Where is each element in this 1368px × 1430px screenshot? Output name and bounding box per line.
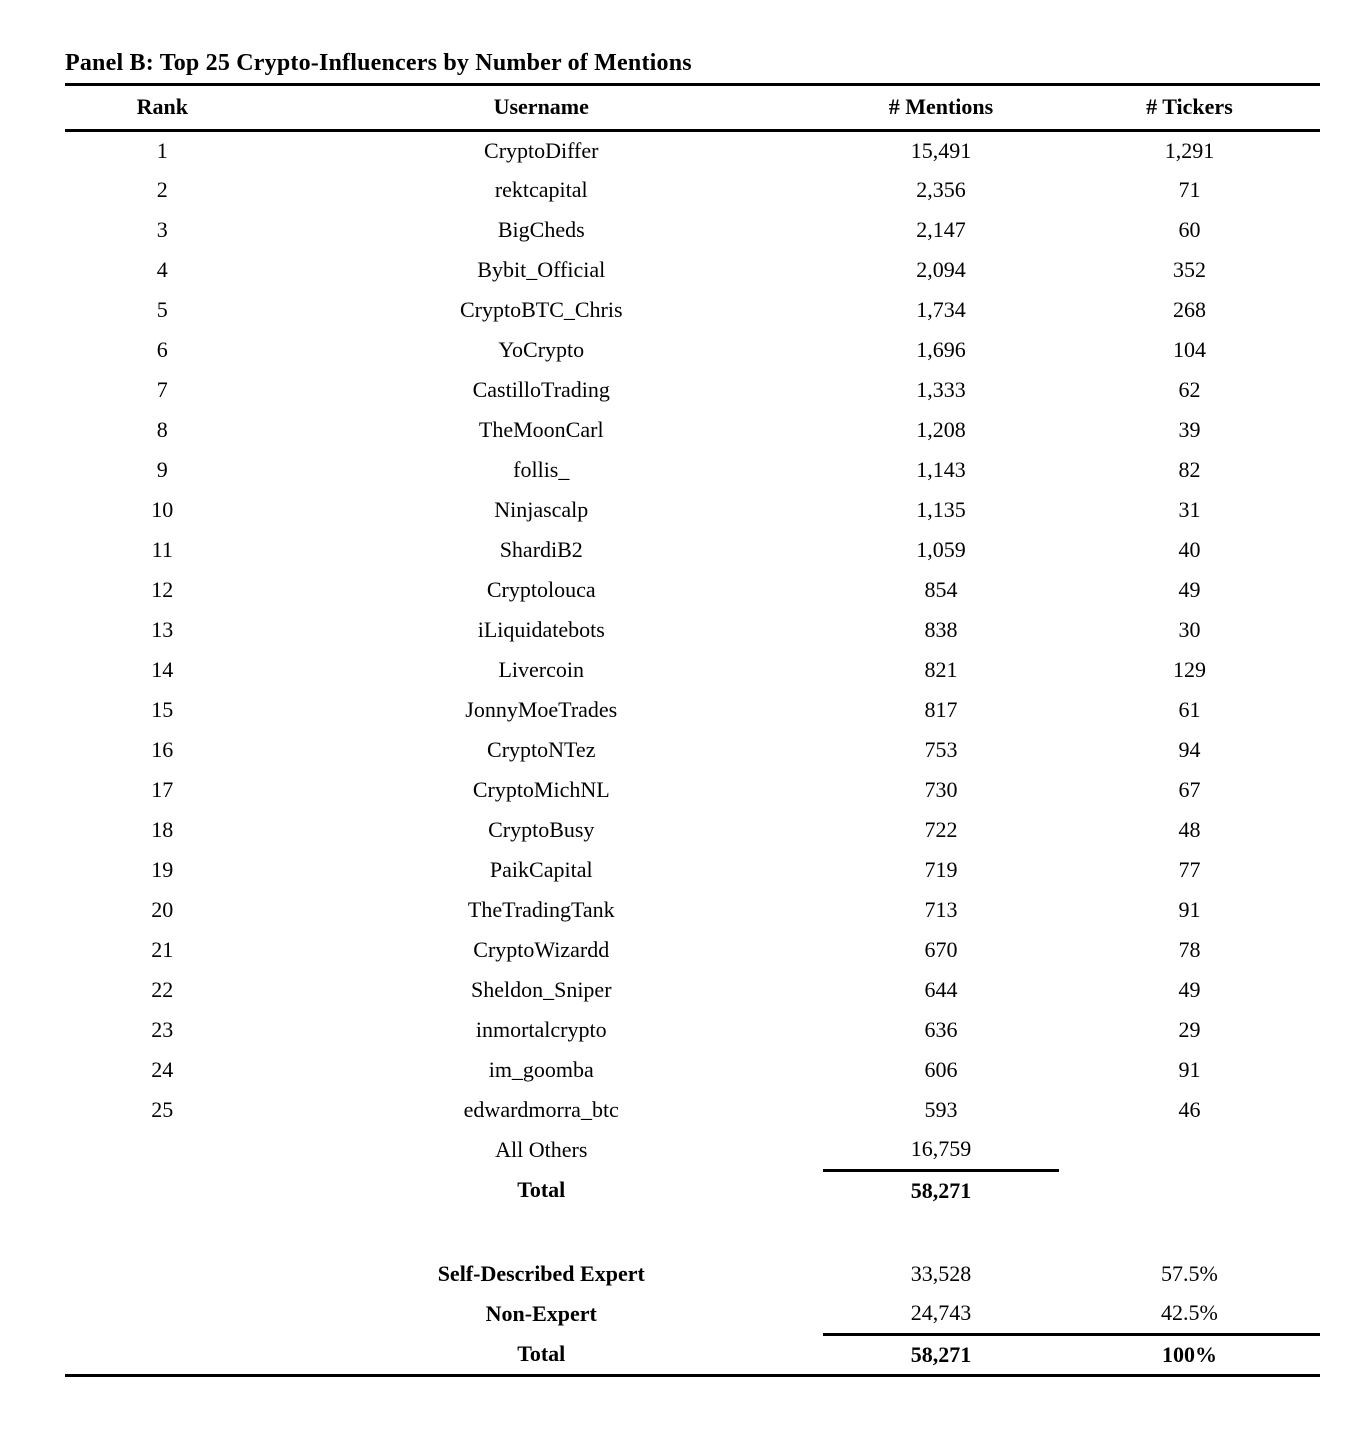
mentions-cell: 1,696 <box>916 337 966 362</box>
mentions-cell: 593 <box>924 1097 958 1122</box>
username-cell: Sheldon_Sniper <box>470 977 612 1002</box>
expert-label: Self-Described Expert <box>437 1261 645 1286</box>
table-row <box>65 730 1320 770</box>
rank-cell: 12 <box>151 577 174 602</box>
table-row <box>65 770 1320 810</box>
header-row <box>65 86 1320 130</box>
tickers-cell: 91 <box>1178 1057 1201 1082</box>
tickers-cell: 40 <box>1178 537 1201 562</box>
table-row <box>65 690 1320 730</box>
empty-cell <box>1059 1130 1320 1170</box>
mentions-cell: 1,143 <box>916 457 966 482</box>
mentions-cell: 606 <box>924 1057 958 1082</box>
username-cell: CryptoNTez <box>487 737 596 762</box>
mentions-cell: 722 <box>924 817 958 842</box>
col-header-mentions: # Mentions <box>823 86 1059 130</box>
col-header-rank: Rank <box>65 86 260 130</box>
table-row <box>65 970 1320 1010</box>
username-cell: CryptoDiffer <box>484 137 599 163</box>
mentions-cell: 15,491 <box>910 137 972 163</box>
tickers-cell: 30 <box>1178 617 1201 642</box>
all-others-label: All Others <box>495 1137 588 1162</box>
mentions-cell: 838 <box>924 617 958 642</box>
rank-cell: 6 <box>156 337 168 362</box>
total-row <box>65 1170 1320 1210</box>
mentions-cell: 636 <box>924 1017 958 1042</box>
username-cell: CryptoMichNL <box>472 777 610 802</box>
tickers-cell: 29 <box>1178 1017 1201 1042</box>
rank-cell: 3 <box>156 217 168 242</box>
username-cell: rektcapital <box>494 177 588 202</box>
rank-cell: 9 <box>156 457 168 482</box>
expert-share: 57.5% <box>1161 1261 1218 1286</box>
username-cell: Cryptolouca <box>486 577 596 602</box>
mentions-cell: 719 <box>924 857 958 882</box>
rank-cell: 8 <box>156 417 168 442</box>
table-row <box>65 330 1320 370</box>
mentions-cell: 713 <box>924 897 958 922</box>
grand-total-share: 100% <box>1161 1341 1217 1367</box>
all-others-row <box>65 1130 1320 1170</box>
table-row <box>65 290 1320 330</box>
non-expert-row <box>65 1294 1320 1334</box>
table-row <box>65 810 1320 850</box>
table-footer <box>65 1130 1320 1374</box>
table-row <box>65 850 1320 890</box>
tickers-cell: 31 <box>1178 497 1201 522</box>
mentions-cell: 753 <box>924 737 958 762</box>
grand-total-mentions: 58,271 <box>910 1341 972 1367</box>
username-cell: follis_ <box>513 457 570 482</box>
mentions-cell: 2,147 <box>916 217 966 242</box>
rank-cell: 1 <box>156 137 168 163</box>
table-body <box>65 130 1320 1130</box>
username-cell: CryptoBTC_Chris <box>459 297 623 322</box>
tickers-cell: 352 <box>1172 257 1206 282</box>
empty-cell <box>65 1130 260 1170</box>
tickers-cell: 49 <box>1178 577 1201 602</box>
tickers-cell: 78 <box>1178 937 1201 962</box>
table-row <box>65 210 1320 250</box>
username-cell: edwardmorra_btc <box>463 1097 619 1122</box>
username-cell: CryptoBusy <box>488 817 595 842</box>
mentions-cell: 1,208 <box>916 417 966 442</box>
grand-total-label: Total <box>517 1341 566 1366</box>
rank-cell: 16 <box>151 737 174 762</box>
spacer-row <box>65 1210 1320 1254</box>
tickers-cell: 48 <box>1178 817 1201 842</box>
rank-cell: 18 <box>151 817 174 842</box>
table-row <box>65 450 1320 490</box>
table-row <box>65 490 1320 530</box>
rank-cell: 21 <box>151 937 174 962</box>
table-row <box>65 130 1320 170</box>
rank-cell: 23 <box>151 1017 174 1042</box>
non-expert-mentions: 24,743 <box>823 1294 1059 1334</box>
table-row <box>65 610 1320 650</box>
rank-cell: 19 <box>151 857 174 882</box>
rank-cell: 5 <box>156 297 168 322</box>
non-expert-share: 42.5% <box>1059 1294 1320 1334</box>
rank-cell: 20 <box>151 897 174 922</box>
tickers-cell: 49 <box>1178 977 1201 1002</box>
rank-cell: 7 <box>156 377 168 402</box>
mentions-cell: 1,333 <box>916 377 966 402</box>
tickers-cell: 39 <box>1178 417 1201 442</box>
mentions-cell: 854 <box>924 577 958 602</box>
username-cell: TheTradingTank <box>467 897 615 922</box>
mentions-cell: 730 <box>924 777 958 802</box>
username-cell: CryptoWizardd <box>473 937 610 962</box>
table-row <box>65 930 1320 970</box>
tickers-cell: 91 <box>1178 897 1201 922</box>
empty-cell <box>65 1170 260 1210</box>
rank-cell: 13 <box>151 617 174 642</box>
table-row <box>65 890 1320 930</box>
table-row <box>65 650 1320 690</box>
rank-cell: 17 <box>151 777 174 802</box>
rank-cell: 10 <box>151 497 174 522</box>
col-header-tickers: # Tickers <box>1059 86 1320 130</box>
mentions-cell: 2,356 <box>916 177 966 202</box>
mentions-cell: 821 <box>924 657 958 682</box>
non-expert-label: Non-Expert <box>485 1301 597 1326</box>
table-row <box>65 570 1320 610</box>
mentions-cell: 2,094 <box>916 257 966 282</box>
rank-cell: 24 <box>151 1057 174 1082</box>
empty-cell <box>65 1334 260 1374</box>
empty-cell <box>65 1254 260 1294</box>
mentions-cell: 1,734 <box>916 297 966 322</box>
table-row <box>65 410 1320 450</box>
mentions-cell: 1,059 <box>916 537 966 562</box>
grand-total-row <box>65 1334 1320 1374</box>
empty-cell <box>65 1294 260 1334</box>
username-cell: ShardiB2 <box>499 537 583 562</box>
table-row <box>65 1050 1320 1090</box>
tickers-cell: 61 <box>1178 697 1201 722</box>
influencers-table <box>65 86 1320 1374</box>
username-cell: YoCrypto <box>498 337 585 362</box>
table-row <box>65 170 1320 210</box>
expert-row <box>65 1254 1320 1294</box>
username-cell: JonnyMoeTrades <box>465 697 618 722</box>
username-cell: Ninjascalp <box>494 497 589 522</box>
empty-cell <box>65 1210 1320 1254</box>
tickers-cell: 62 <box>1178 377 1201 402</box>
tickers-cell: 46 <box>1178 1097 1201 1122</box>
username-cell: Bybit_Official <box>477 257 606 282</box>
username-cell: Livercoin <box>498 657 585 682</box>
total-mentions: 58,271 <box>910 1177 972 1203</box>
username-cell: inmortalcrypto <box>475 1017 607 1042</box>
rank-cell: 25 <box>151 1097 174 1122</box>
tickers-cell: 104 <box>1172 337 1206 362</box>
tickers-cell: 67 <box>1178 777 1201 802</box>
username-cell: TheMoonCarl <box>478 417 604 442</box>
tickers-cell: 77 <box>1178 857 1201 882</box>
tickers-cell: 60 <box>1178 217 1201 242</box>
panel-b-table <box>65 50 1320 1377</box>
rank-cell: 14 <box>151 657 174 682</box>
rank-cell: 4 <box>156 257 168 282</box>
expert-mentions: 33,528 <box>910 1261 972 1286</box>
empty-cell <box>1059 1170 1320 1210</box>
all-others-mentions: 16,759 <box>823 1130 1059 1170</box>
username-cell: BigCheds <box>497 217 585 242</box>
tickers-cell: 1,291 <box>1164 137 1215 163</box>
rank-cell: 22 <box>151 977 174 1002</box>
mentions-cell: 644 <box>924 977 958 1002</box>
table-row <box>65 530 1320 570</box>
rank-cell: 2 <box>156 177 168 202</box>
panel-title: Panel B: Top 25 Crypto-Influencers by Number of Mentions <box>65 50 1320 86</box>
col-header-username: Username <box>260 86 823 130</box>
rank-cell: 11 <box>151 537 173 562</box>
username-cell: iLiquidatebots <box>477 617 605 642</box>
table-row <box>65 1090 1320 1130</box>
mentions-cell: 670 <box>924 937 958 962</box>
table-row <box>65 1010 1320 1050</box>
mentions-cell: 817 <box>924 697 958 722</box>
username-cell: PaikCapital <box>489 857 593 882</box>
tickers-cell: 71 <box>1178 177 1201 202</box>
mentions-cell: 1,135 <box>916 497 966 522</box>
tickers-cell: 94 <box>1178 737 1201 762</box>
tickers-cell: 82 <box>1178 457 1201 482</box>
tickers-cell: 268 <box>1172 297 1206 322</box>
username-cell: CastilloTrading <box>472 377 610 402</box>
tickers-cell: 129 <box>1172 657 1206 682</box>
rank-cell: 15 <box>151 697 174 722</box>
username-cell: im_goomba <box>488 1057 594 1082</box>
table-row <box>65 250 1320 290</box>
total-label: Total <box>517 1177 566 1202</box>
table-row <box>65 370 1320 410</box>
